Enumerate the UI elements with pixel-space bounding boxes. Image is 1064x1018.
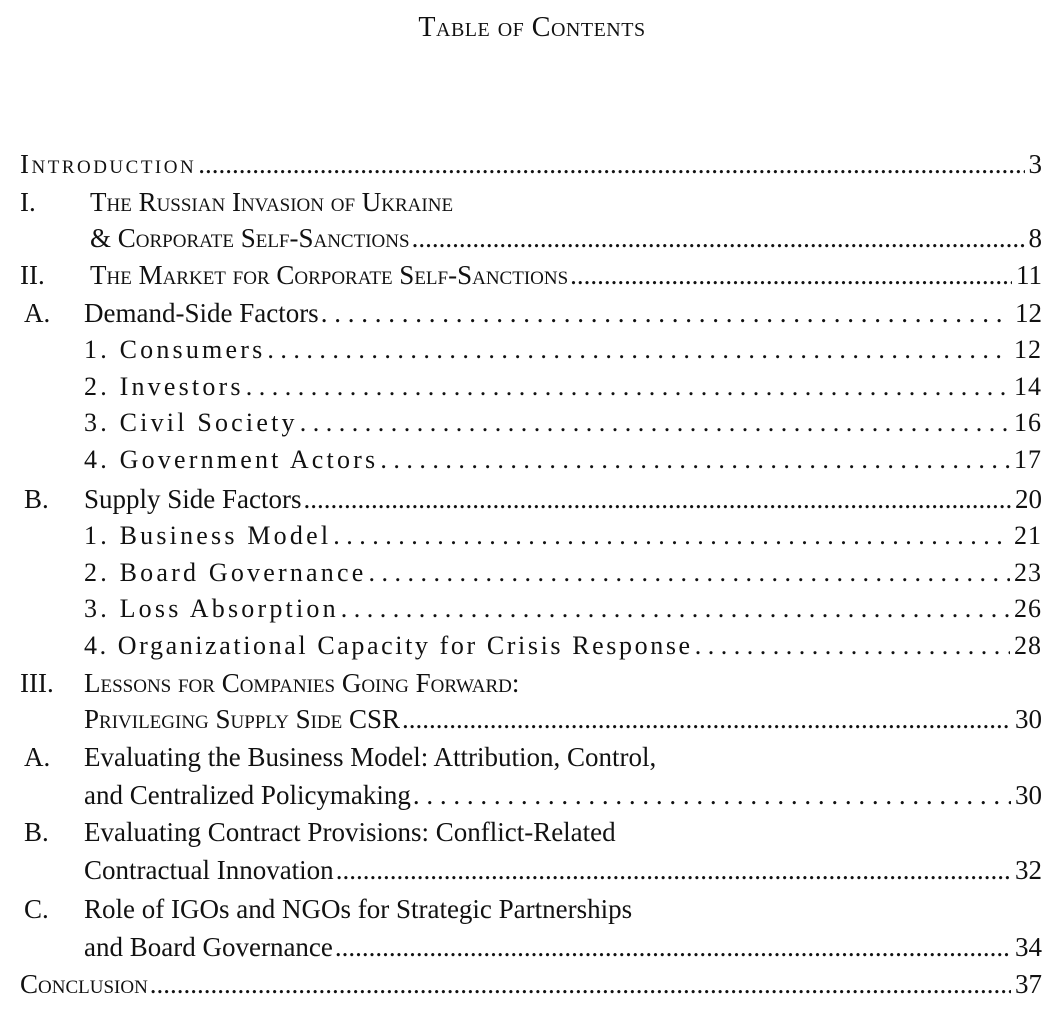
toc-page-number: 21 [1014,521,1042,550]
toc-page-number: 3 [1028,149,1042,179]
toc-entry-part2a2[interactable] [84,369,1042,405]
toc-page-number: 26 [1014,594,1042,623]
toc-entry-label: Introduction [20,149,197,179]
dot-leader [150,966,1011,1002]
toc-entry-label: Contractual Innovation [84,855,334,885]
dot-leader [335,929,1011,965]
toc-entry-part1[interactable] [90,220,1042,256]
dot-leader [412,220,1025,256]
toc-entry-part3a-line1[interactable] [84,739,1042,775]
toc-entry-label: 3. Civil Society [84,408,298,437]
toc-entry-label: Demand-Side Factors [84,298,319,328]
toc-entry-label: & Corporate Self-Sanctions [90,223,410,253]
toc-page-number: 30 [1015,704,1042,734]
toc-entry-conclusion[interactable] [20,966,1042,1002]
toc-entry-part3[interactable] [84,701,1042,737]
dot-leader [300,405,1010,441]
toc-section-number: III. [20,668,54,698]
toc-entry-label: 1. Consumers [84,335,266,364]
dot-leader [304,481,1011,517]
toc-entry-label: The Market for Corporate Self-Sanctions [90,260,569,290]
toc-page-number: 12 [1015,298,1042,328]
toc-entry-label: 4. Government Actors [84,445,379,474]
toc-entry-part2b[interactable] [84,481,1042,517]
toc-page-number: 23 [1014,558,1042,587]
toc-page-number: 17 [1014,445,1042,474]
toc-subsection-letter: A. [24,742,51,772]
page-title: Table of Contents [418,12,646,43]
dot-leader [380,442,1010,478]
toc-page-number: 34 [1015,932,1042,962]
toc-entry-part2a4[interactable] [84,442,1042,478]
toc-subsection-letter: C. [24,894,49,924]
toc-entry-label: and Centralized Policymaking [84,780,411,810]
toc-subsection-letter: B. [24,484,49,514]
toc-section-number: I. [20,187,36,217]
toc-page-number: 37 [1015,969,1042,999]
dot-leader [267,332,1010,368]
toc-entry-label: and Board Governance [84,932,333,962]
toc-subsection-letter: A. [24,298,51,328]
toc-entry-part1-line1[interactable] [90,184,1042,220]
toc-entry-label: 1. Business Model [84,521,332,550]
toc-entry-label: Evaluating Contract Provisions: Conflict-Related [84,817,616,847]
toc-entry-part2b1[interactable] [84,518,1042,554]
toc-entry-part2[interactable] [90,257,1042,293]
toc-section-number: II. [20,260,45,290]
toc-page-number: 30 [1015,780,1042,810]
dot-leader [246,369,1010,405]
toc-entry-part3c-line1[interactable] [84,891,1042,927]
dot-leader [333,518,1010,554]
toc-page-number: 16 [1014,408,1042,437]
toc-page-number: 11 [1016,260,1042,290]
dot-leader [321,295,1011,331]
toc-entry-label: 2. Investors [84,372,244,401]
toc-entry-part2a1[interactable] [84,332,1042,368]
toc-entry-part2b3[interactable] [84,591,1042,627]
toc-entry-label: Lessons for Companies Going Forward: [84,668,520,698]
toc-page-number: 14 [1014,372,1042,401]
dot-leader [368,555,1010,591]
toc-entry-part3a[interactable] [84,777,1042,813]
dot-leader [336,852,1011,888]
toc-entry-part3-line1[interactable] [84,665,1042,701]
toc-entry-label: 4. Organizational Capacity for Crisis Response [84,631,693,660]
toc-entry-label: The Russian Invasion of Ukraine [90,187,454,217]
toc-page-number: 12 [1014,335,1042,364]
toc-page-number: 20 [1015,484,1042,514]
toc-entry-label: Evaluating the Business Model: Attribution, Control, [84,742,657,772]
dot-leader [413,777,1011,813]
toc-entry-part2a[interactable] [84,295,1042,331]
toc-page-number: 32 [1015,855,1042,885]
dot-leader [198,146,1024,182]
toc-entry-label: Supply Side Factors [84,484,302,514]
toc-page-number: 28 [1014,631,1042,660]
toc-subsection-letter: B. [24,817,49,847]
toc-entry-part3b[interactable] [84,852,1042,888]
toc-entry-label: 2. Board Governance [84,558,367,587]
toc-page-number: 8 [1028,223,1042,253]
toc-entry-part3b-line1[interactable] [84,814,1042,850]
toc-entry-part2a3[interactable] [84,405,1042,441]
toc-entry-label: Role of IGOs and NGOs for Strategic Partnerships [84,894,633,924]
toc-entry-label: 3. Loss Absorption [84,594,339,623]
toc-entry-introduction[interactable] [20,146,1042,182]
dot-leader [695,628,1010,664]
toc-entry-part2b4[interactable] [84,628,1042,664]
dot-leader [402,701,1011,737]
dot-leader [341,591,1010,627]
toc-entry-label: Conclusion [20,969,148,999]
toc-entry-part3c[interactable] [84,929,1042,965]
toc-entry-part2b2[interactable] [84,555,1042,591]
dot-leader [570,257,1012,293]
toc-entry-label: Privileging Supply Side CSR [84,704,401,734]
